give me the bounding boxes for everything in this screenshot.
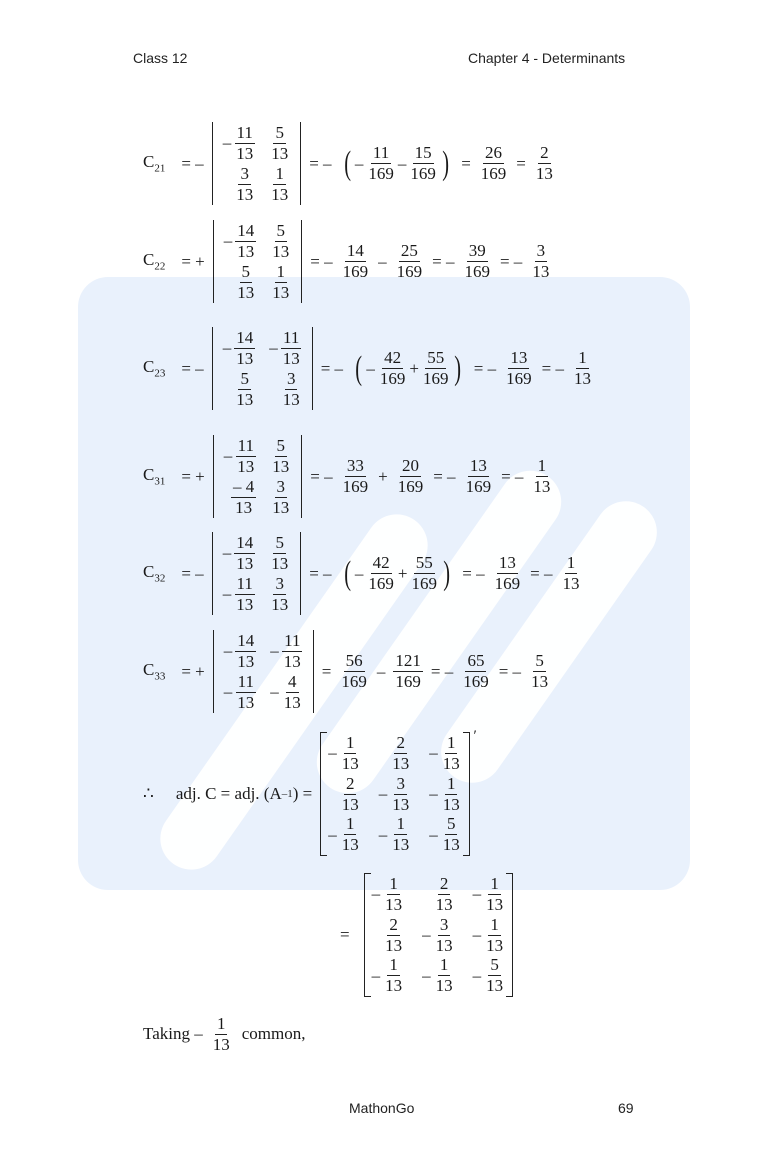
taking-common-line: [143, 1015, 305, 1054]
fraction: $\frac{56}{169}$: [341, 651, 367, 692]
equals: = –: [541, 358, 564, 378]
page-number: 69: [618, 1100, 634, 1116]
equals: = –: [309, 153, 332, 173]
fraction: $\frac{26}{169}$: [480, 143, 507, 184]
fraction: $\frac{55}{169}$: [422, 348, 449, 389]
equals: = –: [310, 466, 333, 486]
equals: = –: [433, 466, 456, 486]
therefore-symbol: ∴: [143, 784, 154, 804]
operator: –: [378, 251, 387, 271]
fraction: $\frac{1}{13}$: [562, 553, 580, 594]
cofactor-c22: [143, 220, 551, 303]
cofactor-c33: [143, 630, 550, 713]
equals: = –: [309, 563, 332, 583]
determinant: – $\frac{11}{13}$ $\frac{5}{13}$ $\frac{3}{13}$ $\frac{1}{13}$: [212, 122, 302, 205]
equals: = –: [501, 466, 524, 486]
cofactor-c32: $C_{32}$ = – – $\frac{14}{13}$ $\frac{5}{13}$ – $\frac{11}{13}$ $\frac{3}{13}$ = – ( – $\frac{42}{169}$ + $\frac{55}{169}$ ) = – $\frac{13}{169}$ = – $\frac{1}{13}$: [143, 533, 580, 614]
header-chapter: Chapter 4 - Determinants: [468, 50, 626, 66]
adjoint-text: adj. C = adj. (A: [175, 784, 282, 804]
cofactor-c21: $C_{21}$ = – – $\frac{11}{13}$ $\frac{5}{13}$ $\frac{3}{13}$ $\frac{1}{13}$ = – ( – $\frac{11}{169}$ – $\frac{15}{169}$ ) = $\frac{26}{169}$ = $\frac{2}{13}$: [143, 123, 553, 204]
sign: = +: [181, 466, 205, 486]
determinant: – $\frac{14}{13}$ – $\frac{11}{13}$ $\frac{5}{13}$ $\frac{3}{13}$: [212, 327, 313, 410]
fraction: $\frac{33}{169}$: [342, 456, 369, 497]
fraction: $\frac{121}{169}$: [395, 651, 421, 692]
equals: = –: [310, 251, 333, 271]
operator: –: [376, 661, 386, 681]
equals: = –: [320, 358, 344, 378]
fraction: $\frac{1}{13}$: [573, 348, 591, 389]
adjoint-equation-2: [340, 873, 513, 997]
equals: = –: [499, 251, 523, 271]
determinant: – $\frac{14}{13}$ $\frac{5}{13}$ – $\frac{11}{13}$ $\frac{3}{13}$: [212, 532, 302, 615]
fraction: $\frac{13}{169}$: [506, 348, 532, 389]
determinant: – $\frac{14}{13}$ – $\frac{11}{13}$ – $\frac{11}{13}$ – $\frac{4}{13}$: [213, 630, 314, 713]
cofactor-c23: $C_{23}$ = – – $\frac{14}{13}$ – $\frac{11}{13}$ $\frac{5}{13}$ $\frac{3}{13}$ = – ( – $\frac{42}{169}$ + $\frac{55}{169}$ ) = – $\frac{13}{169}$ = – $\frac{1}{13}$: [143, 328, 591, 409]
common-text: common,: [241, 1024, 306, 1044]
fraction: $\frac{1}{13}$: [212, 1014, 230, 1054]
equals: =: [321, 661, 332, 681]
equals: =: [340, 925, 350, 945]
cofactor-label: $C_{31}$: [143, 465, 166, 488]
fraction: $\frac{20}{169}$: [397, 456, 424, 497]
cofactor-label: $C_{21}$: [143, 152, 166, 175]
footer-brand: MathonGo: [349, 1100, 415, 1116]
fraction: $\frac{42}{169}$: [379, 348, 406, 389]
determinant: – $\frac{14}{13}$ $\frac{5}{13}$ $\frac{5}{13}$ $\frac{1}{13}$: [213, 220, 303, 303]
cofactor-label: $C_{22}$: [143, 250, 166, 273]
equals: = –: [432, 251, 455, 271]
sign: = –: [181, 358, 204, 378]
equals: = –: [498, 661, 522, 681]
sign: = +: [181, 661, 205, 681]
adjoint-equation: ∴ adj. C = adj. (A –1 ) = – $\frac{1}{13}$ $\frac{2}{13}$ – $\frac{1}{13}$ $\frac{2}{13}$ – $\frac{3}{13}$ – $\frac{1}{13}$ – $\frac{1}{13}$ – $\frac{1}{13}$ – $\frac{5}{13}$ ′: [143, 728, 477, 855]
determinant: – $\frac{11}{13}$ $\frac{5}{13}$ $\frac{- 4}{13}$ $\frac{3}{13}$: [213, 435, 303, 518]
taking-text: Taking –: [143, 1024, 203, 1044]
fraction: $\frac{55}{169}$: [411, 553, 437, 594]
cofactor-label: $C_{23}$: [143, 357, 166, 380]
sign: = –: [181, 153, 204, 173]
equals: = –: [462, 563, 485, 583]
fraction: $\frac{15}{169}$: [410, 143, 436, 184]
fraction: $\frac{3}{13}$: [532, 241, 550, 282]
equals: = –: [473, 358, 497, 378]
fraction: $\frac{2}{13}$: [535, 143, 553, 184]
cofactor-c31: [143, 435, 552, 518]
fraction: $\frac{5}{13}$: [531, 651, 549, 692]
equals: =: [516, 153, 526, 173]
fraction: $\frac{39}{169}$: [464, 241, 490, 282]
header-class: Class 12: [133, 50, 188, 66]
equals: = –: [430, 661, 454, 681]
sign: = –: [181, 563, 204, 583]
fraction: $\frac{11}{169}$: [368, 143, 394, 184]
transpose-mark: ′: [473, 728, 477, 744]
adjoint-matrix: – $\frac{1}{13}$ $\frac{2}{13}$ – $\frac{1}{13}$ $\frac{2}{13}$ – $\frac{3}{13}$ – $\frac{1}{13}$ – $\frac{1}{13}$ – $\frac{1}{13}$ – $\frac{5}{13}$ ′: [320, 732, 470, 856]
equals: =: [461, 153, 471, 173]
operator: +: [378, 466, 388, 486]
fraction: $\frac{65}{169}$: [463, 651, 489, 692]
cofactor-label: $C_{32}$: [143, 562, 166, 585]
result-matrix: – $\frac{1}{13}$ $\frac{2}{13}$ – $\frac{1}{13}$ $\frac{2}{13}$ – $\frac{3}{13}$ – $\frac{1}{13}$ – $\frac{1}{13}$ – $\frac{1}{13}$ – $\frac{5}{13}$: [364, 873, 514, 997]
fraction: $\frac{42}{169}$: [368, 553, 394, 594]
cofactor-label: $C_{33}$: [143, 660, 166, 683]
sign: = +: [181, 251, 205, 271]
equals: = –: [530, 563, 553, 583]
fraction: $\frac{14}{169}$: [342, 241, 369, 282]
fraction: $\frac{13}{169}$: [465, 456, 492, 497]
fraction: $\frac{1}{13}$: [533, 456, 551, 497]
fraction: $\frac{25}{169}$: [396, 241, 423, 282]
fraction: $\frac{13}{169}$: [494, 553, 521, 594]
